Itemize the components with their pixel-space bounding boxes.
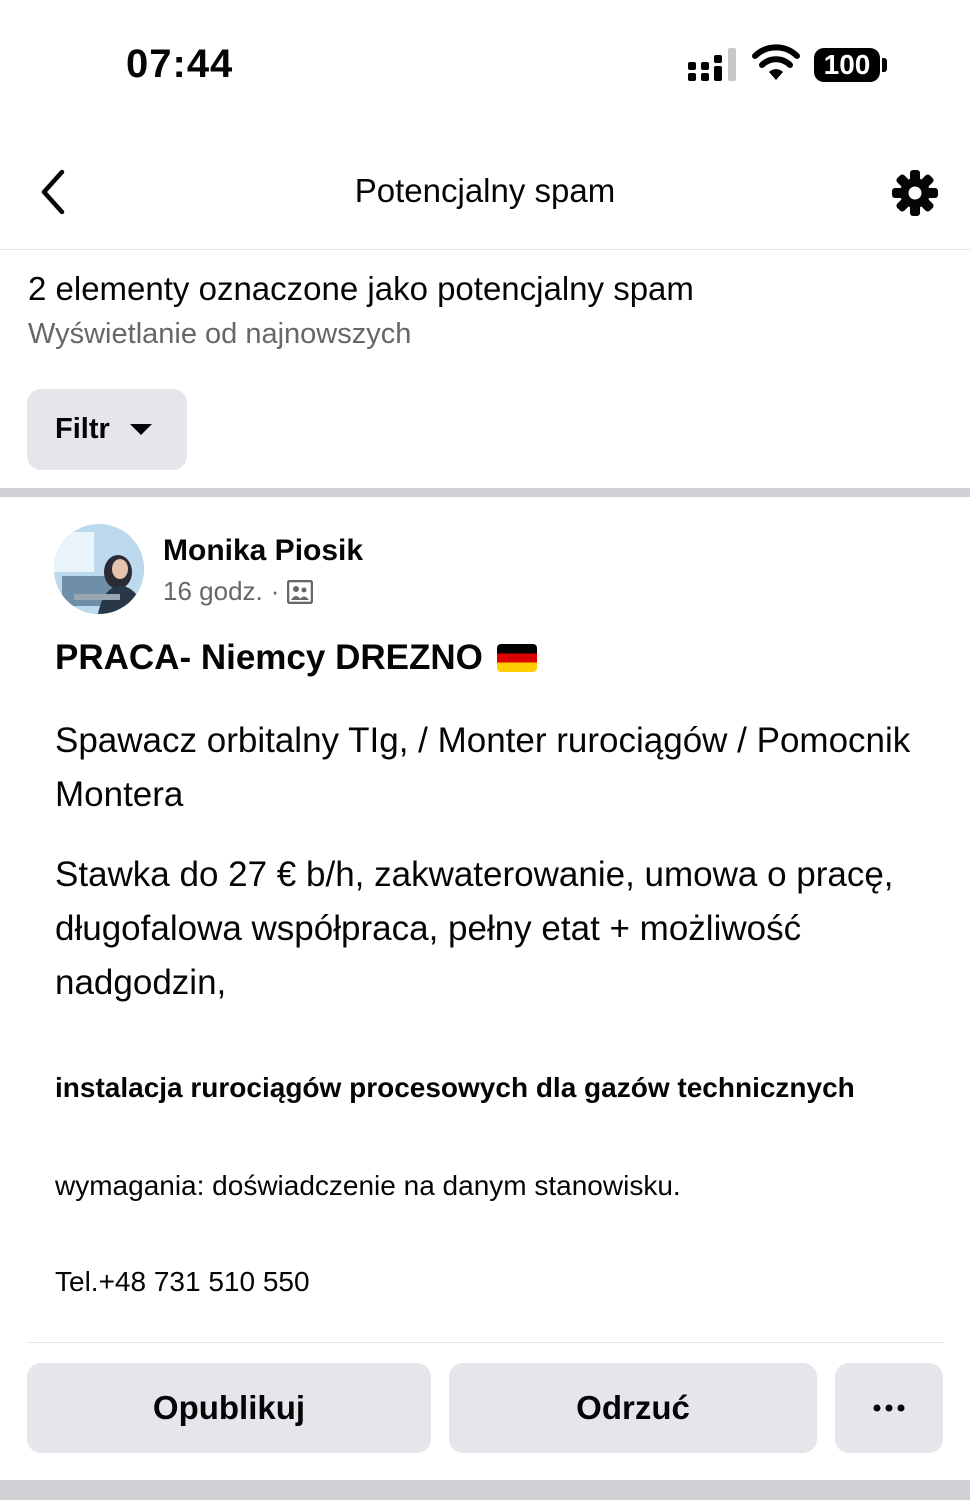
battery-level: 100 — [823, 49, 871, 80]
actions-divider — [27, 1342, 943, 1343]
meta-separator: · — [270, 576, 280, 606]
avatar-photo — [54, 524, 144, 614]
avatar[interactable] — [54, 524, 144, 614]
wifi-icon — [752, 44, 800, 82]
headline-text: PRACA- Niemcy DREZNO — [55, 638, 483, 677]
gear-icon[interactable] — [890, 168, 940, 218]
bottom-divider — [0, 1480, 970, 1500]
group-icon — [287, 580, 313, 604]
filter-label: Filtr — [55, 413, 110, 445]
more-options-button[interactable] — [835, 1363, 943, 1453]
post-paragraph-bold: instalacja rurociągów procesowych dla gazów technicznych — [55, 1072, 855, 1103]
flag-germany-icon — [497, 644, 537, 672]
status-time: 07:44 — [126, 42, 234, 86]
post-paragraph: Spawacz orbitalny TIg, / Monter rurociągów / Pomocnik Montera — [55, 721, 911, 814]
post-paragraph: Stawka do 27 € b/h, zakwaterowanie, umowa o pracę, długofalowa współpraca, pełny etat + możliwość nadgodzin, — [55, 855, 894, 1002]
reject-button[interactable]: Odrzuć — [449, 1363, 817, 1453]
battery-icon — [814, 48, 880, 82]
post-time[interactable]: 16 godz. — [163, 576, 263, 606]
more-icon — [872, 1403, 906, 1413]
post-phone[interactable]: Tel.+48 731 510 550 — [55, 1266, 310, 1297]
post-meta — [163, 576, 313, 607]
filter-button[interactable] — [27, 389, 187, 470]
signal-icon — [688, 48, 740, 82]
status-bar — [0, 0, 970, 130]
caret-down-icon — [130, 424, 152, 435]
section-divider — [0, 488, 970, 497]
author-name[interactable]: Monika Piosik — [163, 534, 364, 567]
publish-button[interactable]: Opublikuj — [27, 1363, 431, 1453]
post-headline — [55, 638, 537, 678]
battery-tip — [882, 58, 887, 72]
post-paragraph: wymagania: doświadczenie na danym stanowisku. — [55, 1170, 681, 1201]
nav-bar — [0, 140, 970, 250]
sort-order-subtitle: Wyświetlanie od najnowszych — [28, 318, 412, 350]
spam-count-title: 2 elementy oznaczone jako potencjalny spam — [28, 270, 694, 307]
page-title: Potencjalny spam — [354, 172, 616, 209]
